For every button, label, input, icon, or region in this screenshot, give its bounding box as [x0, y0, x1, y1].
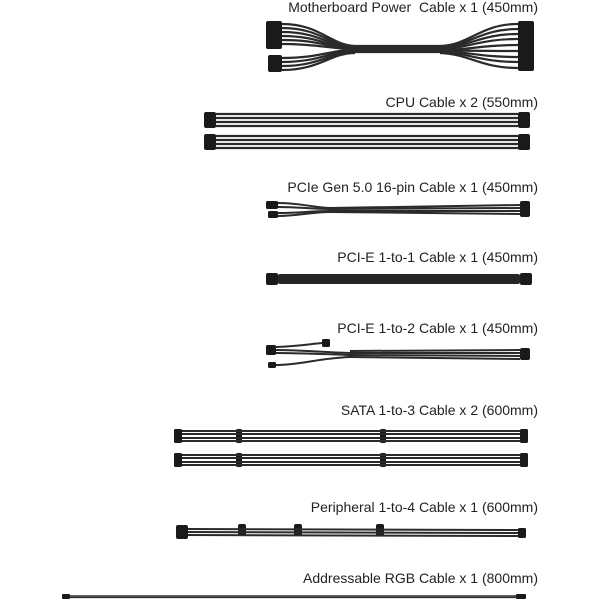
pcie-1to2-cable	[266, 339, 530, 368]
pcie-1to2-connector-right	[520, 348, 530, 360]
label-pcie-1to1: PCI-E 1-to-1 Cable x 1 (450mm)	[337, 249, 538, 265]
pcie-1to1-sleeve	[278, 274, 520, 284]
peripheral-cable	[176, 524, 526, 539]
sata1-connector-right	[520, 429, 528, 443]
pcie-1to2-connector-mid	[322, 339, 330, 347]
pcie-gen5-connector-left-top	[266, 201, 278, 209]
cpu2-connector-right	[518, 134, 530, 150]
label-cpu-cable: CPU Cable x 2 (550mm)	[385, 94, 538, 110]
mb-connector-left-bottom	[268, 55, 282, 72]
cpu2-connector-left	[204, 134, 216, 150]
pcie-1to2-connector-small	[268, 362, 276, 368]
mb-connector-right	[518, 21, 534, 71]
sata2-connector-left	[174, 453, 182, 467]
mb-connector-left-top	[266, 21, 282, 49]
sata1-connector-left	[174, 429, 182, 443]
pcie-1to2-connector-left	[266, 345, 276, 355]
sata-cable-1	[174, 429, 528, 443]
peripheral-connector-left	[176, 525, 188, 539]
argb-connector-right	[516, 594, 526, 599]
label-argb: Addressable RGB Cable x 1 (800mm)	[303, 570, 538, 586]
cpu1-connector-left	[204, 112, 216, 128]
pcie-1to1-connector-right	[520, 273, 532, 285]
cpu-cable-2	[204, 134, 530, 150]
pcie-gen5-connector-right	[520, 201, 530, 217]
argb-connector-left	[62, 594, 70, 599]
label-sata: SATA 1-to-3 Cable x 2 (600mm)	[340, 402, 538, 418]
pcie-1to1-cable	[266, 273, 532, 285]
label-motherboard-power: Motherboard Power Cable x 1 (450mm)	[288, 0, 538, 15]
label-pcie-1to2: PCI-E 1-to-2 Cable x 1 (450mm)	[337, 320, 538, 336]
peripheral-connector-right	[518, 528, 526, 538]
cpu-cable-1	[204, 112, 530, 128]
pcie-gen5-cable	[266, 201, 530, 218]
label-peripheral: Peripheral 1-to-4 Cable x 1 (600mm)	[310, 499, 538, 515]
pcie-1to1-connector-left	[266, 273, 278, 285]
sata-cable-2	[174, 453, 528, 467]
argb-cable	[62, 594, 526, 599]
cpu1-connector-right	[518, 112, 530, 128]
pcie-gen5-connector-left-bottom	[268, 211, 278, 218]
motherboard-power-cable	[266, 21, 534, 72]
sata2-connector-right	[520, 453, 528, 467]
label-pcie-gen5: PCIe Gen 5.0 16-pin Cable x 1 (450mm)	[287, 179, 538, 195]
